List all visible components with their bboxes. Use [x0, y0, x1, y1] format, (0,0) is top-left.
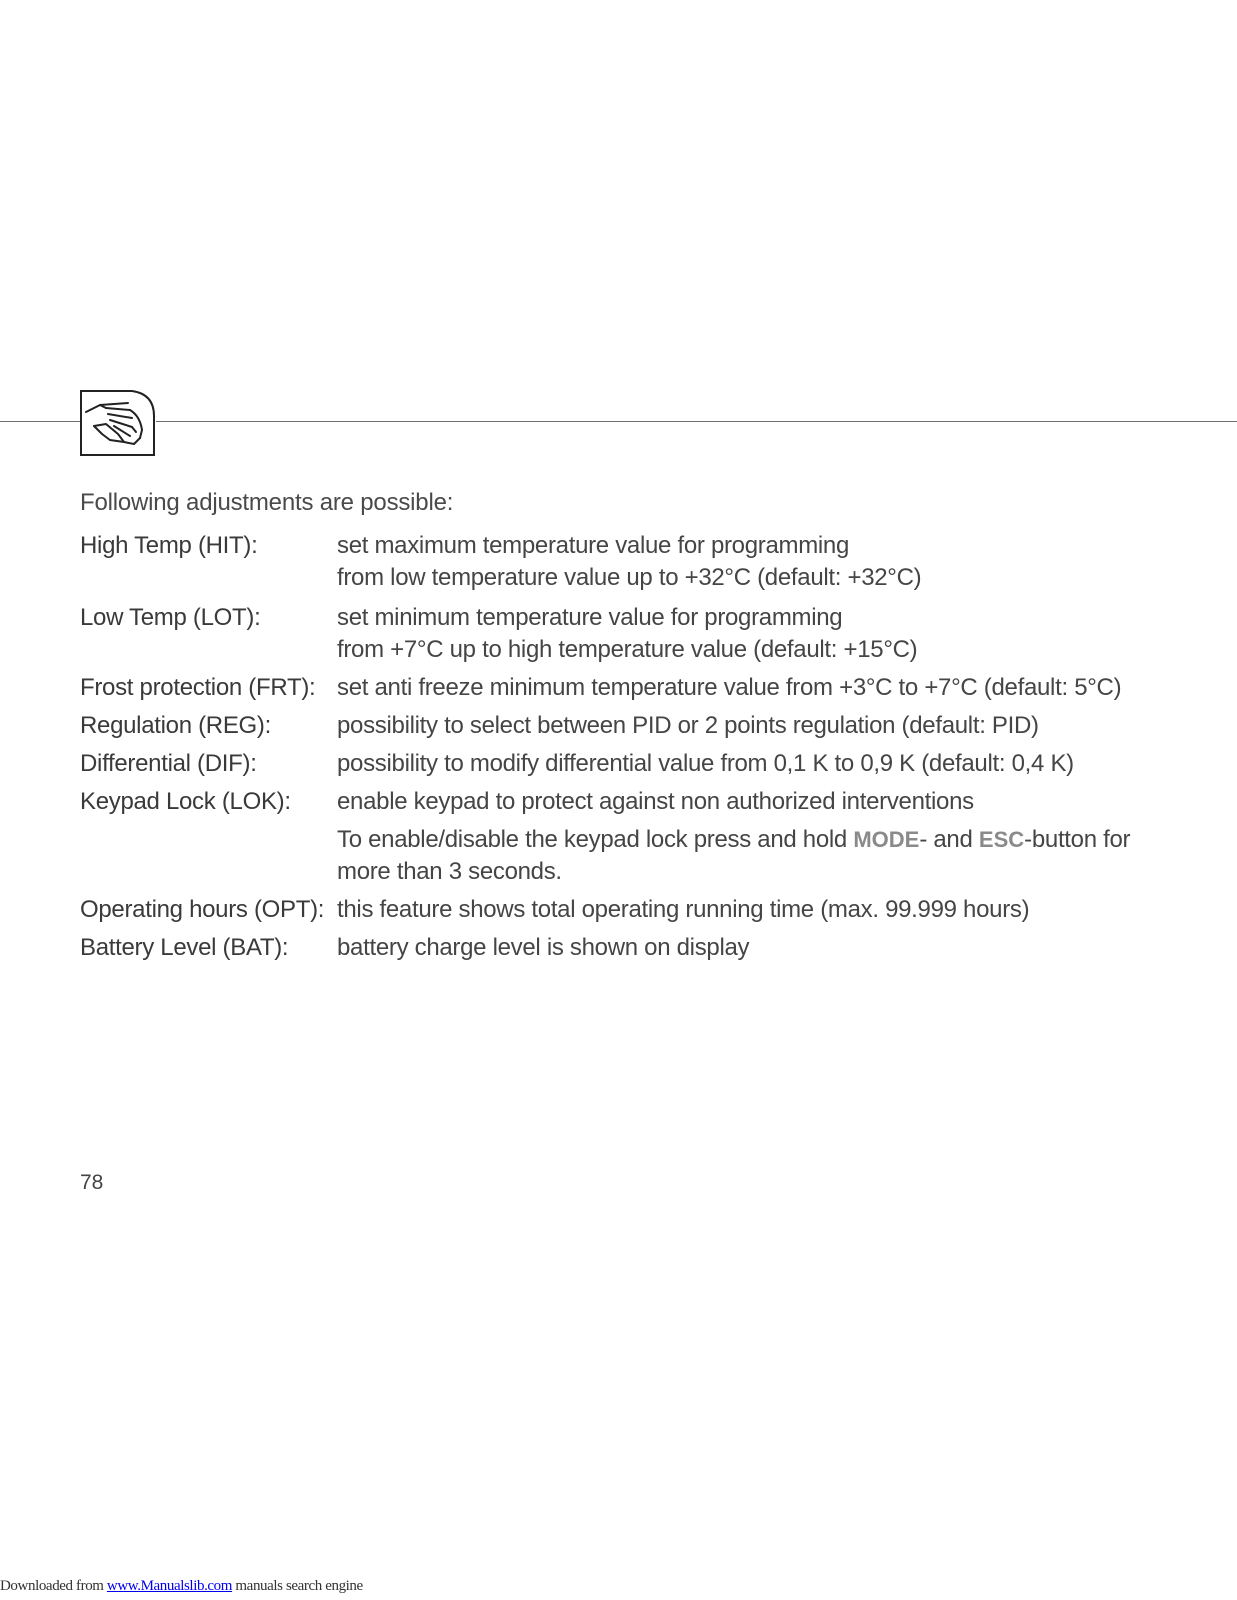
esc-key-label: ESC: [978, 827, 1025, 852]
footer-suffix: manuals search engine: [232, 1578, 363, 1594]
setting-term: Keypad Lock (LOK):: [80, 788, 291, 815]
header-rule: [0, 421, 1237, 422]
setting-description: [337, 786, 1220, 888]
setting-regulation: [80, 710, 1220, 748]
setting-term: Frost protection (FRT):: [80, 674, 316, 701]
description-line: from low temperature value up to +32°C (default: +32°C): [337, 564, 922, 591]
description-line: more than 3 seconds.: [337, 858, 562, 885]
setting-term: Low Temp (LOT):: [80, 604, 261, 631]
setting-description: [337, 710, 1220, 742]
setting-operating-hours: [80, 894, 1220, 932]
manualslib-link[interactable]: www.Manualslib.com: [106, 1578, 233, 1594]
setting-description: [337, 748, 1220, 780]
setting-description: [337, 894, 1220, 926]
setting-description: [337, 602, 1220, 666]
setting-term: Battery Level (BAT):: [80, 934, 289, 961]
setting-term: Differential (DIF):: [80, 750, 257, 777]
description-line: set anti freeze minimum temperature value from +3°C to +7°C (default: 5°C): [337, 674, 1122, 701]
description-line: enable keypad to protect against non authorized interventions: [337, 788, 974, 815]
keypad-lock-note: To enable/disable the keypad lock press and hold MODE- and ESC-button for: [337, 826, 1131, 853]
intro-text: Following adjustments are possible:: [80, 489, 454, 516]
page-number: 78: [80, 1171, 104, 1194]
setting-frost-protection: [80, 672, 1220, 710]
description-line: possibility to select between PID or 2 points regulation (default: PID): [337, 712, 1039, 739]
setting-description: [337, 672, 1220, 704]
setting-battery-level: [80, 932, 1220, 970]
footer-prefix: Downloaded from: [0, 1578, 107, 1594]
setting-high-temp: [80, 530, 1220, 596]
description-line: set maximum temperature value for programming: [337, 532, 850, 559]
pointing-hand-icon: [80, 390, 156, 456]
setting-term: High Temp (HIT):: [80, 532, 258, 559]
setting-term: Regulation (REG):: [80, 712, 271, 739]
settings-list: [80, 530, 1220, 970]
description-line: possibility to modify differential value from 0,1 K to 0,9 K (default: 0,4 K): [337, 750, 1074, 777]
download-footer: [0, 1578, 363, 1595]
description-line: from +7°C up to high temperature value (default: +15°C): [337, 636, 918, 663]
setting-term: Operating hours (OPT):: [80, 896, 325, 923]
setting-differential: [80, 748, 1220, 786]
description-line: battery charge level is shown on display: [337, 934, 750, 961]
mode-key-label: MODE: [853, 827, 920, 852]
description-line: set minimum temperature value for programming: [337, 604, 843, 631]
setting-low-temp: [80, 602, 1220, 672]
description-line: this feature shows total operating running time (max. 99.999 hours): [337, 896, 1030, 923]
setting-description: [337, 932, 1220, 964]
setting-description: [337, 530, 1220, 594]
setting-keypad-lock: [80, 786, 1220, 894]
